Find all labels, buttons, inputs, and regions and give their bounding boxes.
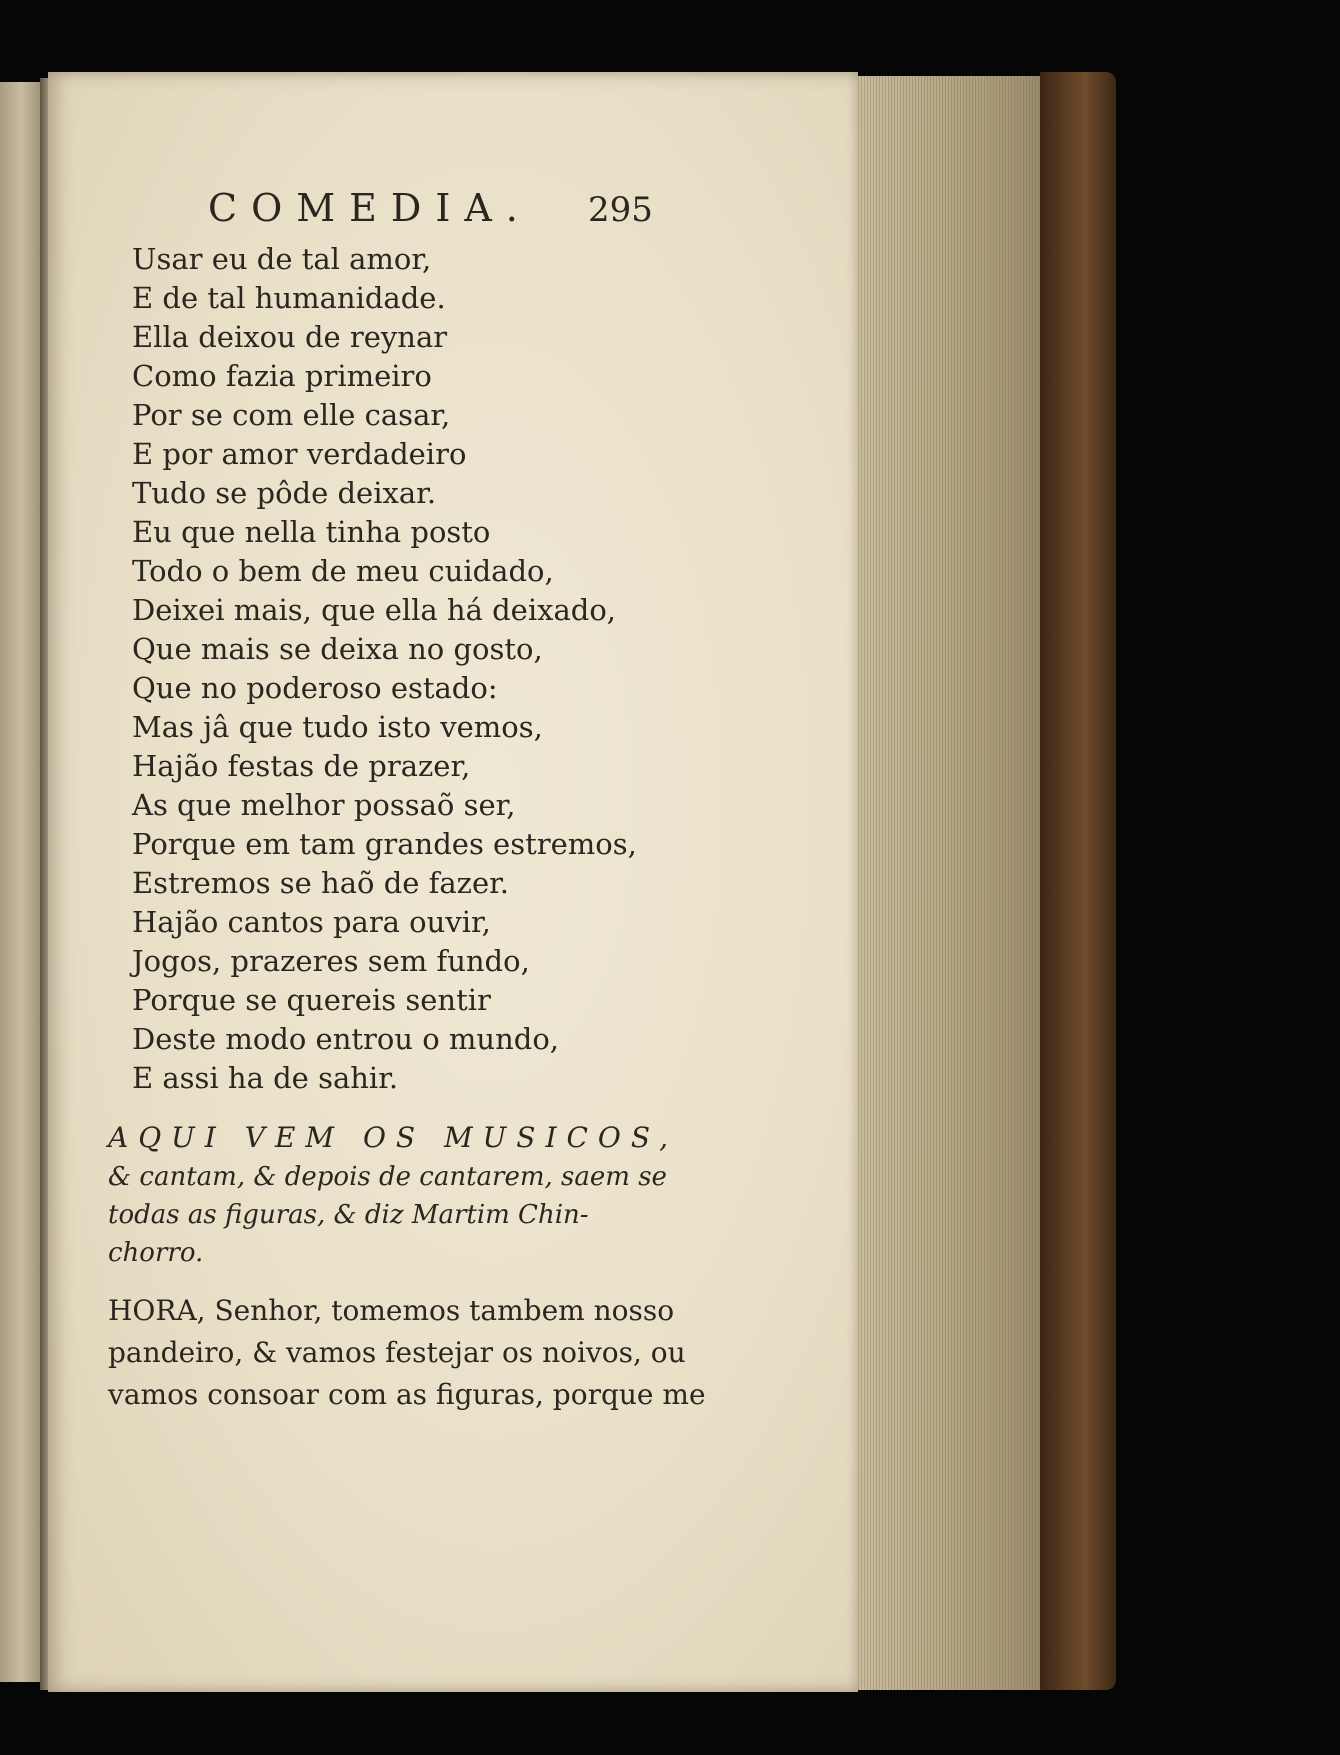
verse-line: Todo o bem de meu cuidado,	[132, 554, 554, 588]
verse-line: Ella deixou de reynar	[132, 320, 448, 354]
verse-line: As que melhor possaõ ser,	[132, 788, 516, 822]
verse-line: Usar eu de tal amor,	[132, 242, 432, 276]
leather-cover	[1040, 72, 1116, 1690]
verse-line: Mas jâ que tudo isto vemos,	[132, 710, 543, 744]
running-head: COMEDIA.	[208, 186, 532, 230]
verse-line: Que mais se deixa no gosto,	[132, 632, 543, 666]
page-block-edges	[852, 76, 1052, 1690]
verse-line: E de tal humanidade.	[132, 281, 446, 315]
prose-line: pandeiro, & vamos festejar os noivos, ou	[108, 1336, 686, 1369]
stage-direction-heading: AQUI VEM OS MUSICOS,	[108, 1121, 678, 1154]
prose-line: vamos consoar com as figuras, porque me	[108, 1378, 706, 1411]
verse-line: Hajão festas de prazer,	[132, 749, 471, 783]
verse-line: Como fazia primeiro	[132, 359, 432, 393]
stage-direction-line: chorro.	[108, 1238, 204, 1268]
stage-direction-line: & cantam, & depois de cantarem, saem se	[108, 1162, 667, 1192]
verse-line: E por amor verdadeiro	[132, 437, 467, 471]
verse-line: E assi ha de sahir.	[132, 1061, 399, 1095]
verse-line: Porque em tam grandes estremos,	[132, 827, 637, 861]
verse-line: Tudo se pôde deixar.	[132, 476, 437, 510]
stage-direction-line: todas as figuras, & diz Martim Chin-	[108, 1200, 589, 1230]
verse-line: Estremos se haõ de fazer.	[132, 866, 509, 900]
page-number: 295	[588, 190, 653, 230]
verse-block	[132, 240, 637, 1098]
verse-line: Deste modo entrou o mundo,	[132, 1022, 560, 1056]
stage-direction	[108, 1118, 678, 1272]
verse-line: Deixei mais, que ella há deixado,	[132, 593, 616, 627]
verse-line: Hajão cantos para ouvir,	[132, 905, 491, 939]
verse-line: Por se com elle casar,	[132, 398, 451, 432]
prose-line: HORA, Senhor, tomemos tambem nosso	[108, 1294, 675, 1327]
verse-line: Porque se quereis sentir	[132, 983, 491, 1017]
prose-paragraph	[108, 1290, 706, 1416]
verse-line: Que no poderoso estado:	[132, 671, 498, 705]
verse-line: Eu que nella tinha posto	[132, 515, 491, 549]
verse-line: Jogos, prazeres sem fundo,	[132, 944, 530, 978]
